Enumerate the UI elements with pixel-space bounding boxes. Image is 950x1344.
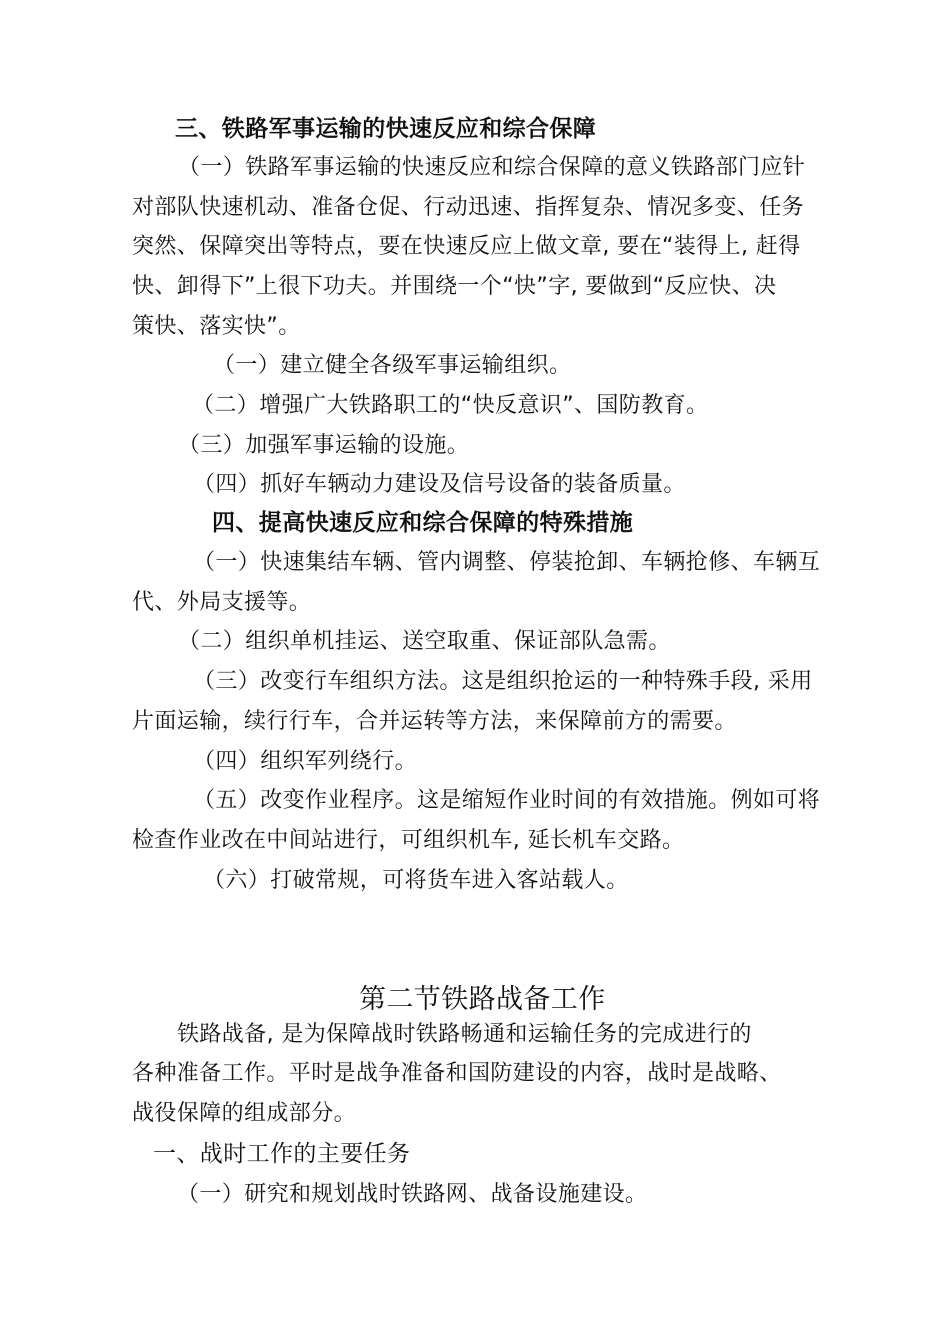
para-line: （一）快速集结车辆、管内调整、停装抢卸、车辆抢修、车辆互: [193, 550, 821, 575]
para-line: 突然、保障突出等特点，要在快速反应上做文章, 要在“装得上, 赶得: [132, 234, 801, 259]
section-heading-4: 四、提高快速反应和综合保障的特殊措施: [212, 510, 634, 536]
list-item: （三）加强军事运输的设施。: [178, 433, 470, 458]
para-line: 代、外局支援等。: [132, 590, 312, 615]
para-line: 战役保障的组成部分。: [132, 1101, 357, 1126]
chapter-title: 第二节铁路战备工作: [359, 984, 606, 1015]
para-line: 检查作业改在中间站进行，可组织机车, 延长机车交路。: [132, 828, 685, 853]
list-item: （二）增强广大铁路职工的“快反意识”、国防教育。: [192, 393, 709, 418]
list-item: （四）抓好车辆动力建设及信号设备的装备质量。: [193, 472, 686, 497]
list-item: （一）研究和规划战时铁路网、战备设施建设。: [177, 1182, 648, 1207]
para-line: 铁路战备, 是为保障战时铁路畅通和运输任务的完成进行的: [177, 1022, 752, 1047]
para-line: 策快、落实快”。: [132, 314, 301, 339]
para-line: （五）改变作业程序。这是缩短作业时间的有效措施。例如可将: [193, 788, 821, 813]
para-line: 片面运输，续行行车，合并运转等方法，来保障前方的需要。: [132, 709, 737, 734]
subheading: 一、战时工作的主要任务: [153, 1141, 411, 1167]
para-line: （三）改变行车组织方法。这是组织抢运的一种特殊手段, 采用: [193, 669, 813, 694]
para-line: 对部队快速机动、准备仓促、行动迅速、指挥复杂、情况多变、任务: [132, 195, 805, 220]
list-item: （一）建立健全各级军事运输组织。: [213, 353, 572, 378]
para-line: （一）铁路军事运输的快速反应和综合保障的意义铁路部门应针: [178, 155, 806, 180]
list-item: （六）打破常规，可将货车进入客站载人。: [203, 868, 629, 893]
para-line: 各种准备工作。平时是战争准备和国防建设的内容，战时是战略、: [132, 1061, 782, 1086]
para-line: 快、卸得下”上很下功夫。并围绕一个“快”字, 要做到“反应快、决: [132, 274, 777, 299]
list-item: （四）组织军列绕行。: [193, 749, 418, 774]
section-heading-3: 三、铁路军事运输的快速反应和综合保障: [175, 116, 597, 142]
list-item: （二）组织单机挂运、送空取重、保证部队急需。: [178, 629, 671, 654]
